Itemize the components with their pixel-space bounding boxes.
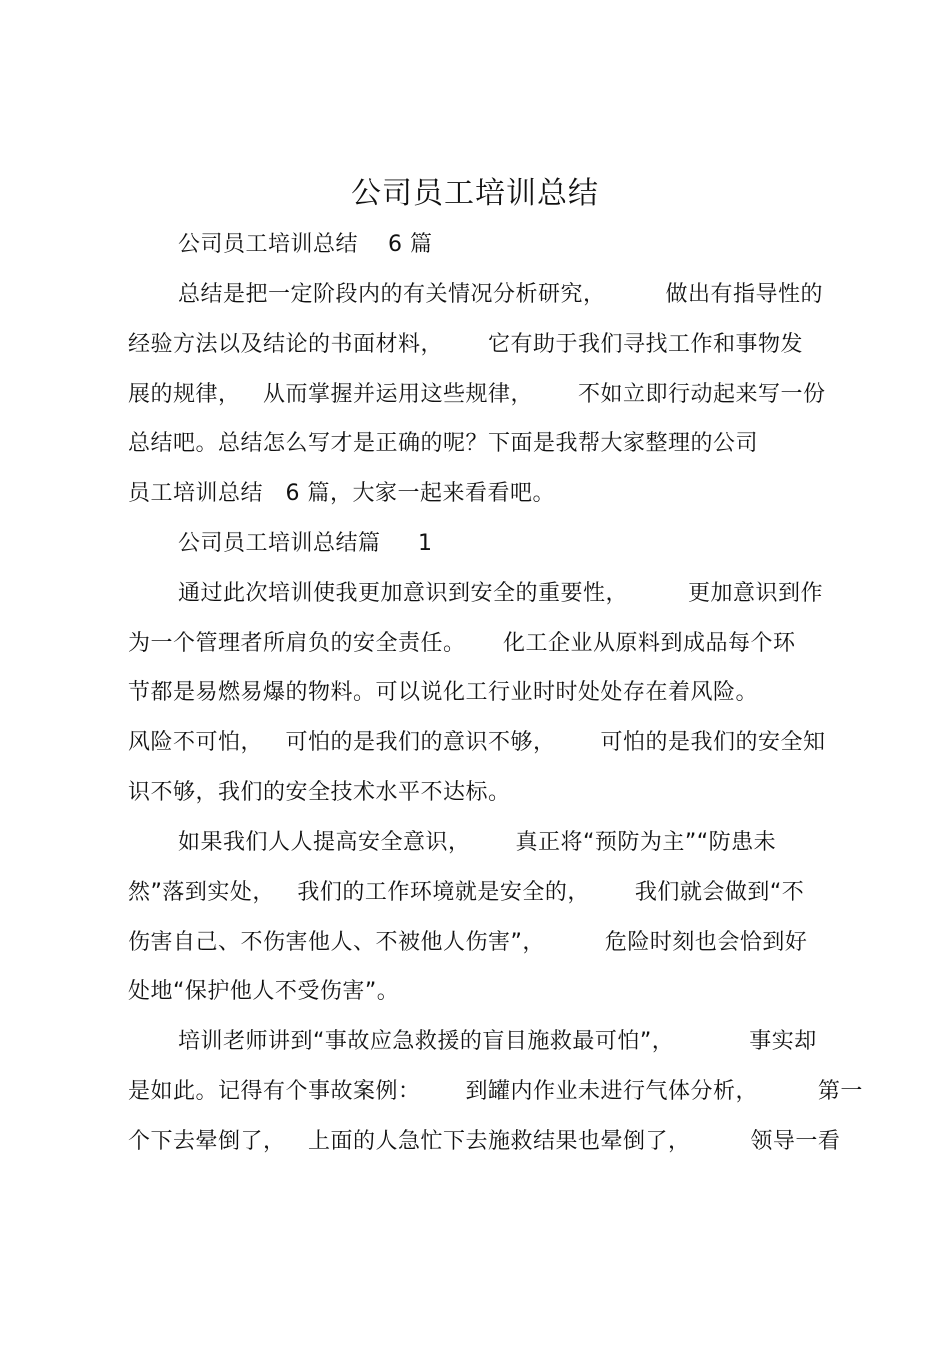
paragraph-line: 总结是把一定阶段内的有关情况分析研究， 做出有指导性的 [178, 282, 823, 307]
paragraph-line: 识不够，我们的安全技术水平不达标。 [128, 780, 511, 805]
subtitle-line: 公司员工培训总结 6 篇 [178, 232, 433, 257]
paragraph-line: 为一个管理者所肩负的安全责任。 化工企业从原料到成品每个环 [128, 631, 796, 656]
paragraph-line: 伤害自己、不伤害他人、不被他人伤害”， 危险时刻也会恰到好 [128, 930, 808, 955]
paragraph-line: 展的规律， 从而掌握并运用这些规律， 不如立即行动起来写一份 [128, 382, 826, 407]
paragraph-line: 然”落到实处， 我们的工作环境就是安全的， 我们就会做到“不 [128, 880, 805, 905]
document-title: 公司员工培训总结 [351, 176, 599, 211]
section-heading: 公司员工培训总结篇 1 [178, 531, 433, 556]
paragraph-line: 培训老师讲到“事故应急救援的盲目施救最可怕”， 事实却 [178, 1029, 817, 1054]
paragraph-line: 节都是易燃易爆的物料。可以说化工行业时时处处存在着风险。 [128, 680, 759, 705]
paragraph-line: 处地“保护他人不受伤害”。 [128, 979, 400, 1004]
paragraph-line: 通过此次培训使我更加意识到安全的重要性， 更加意识到作 [178, 581, 823, 606]
paragraph-line: 经验方法以及结论的书面材料， 它有助于我们寻找工作和事物发 [128, 332, 803, 357]
paragraph-line: 风险不可怕， 可怕的是我们的意识不够， 可怕的是我们的安全知 [128, 730, 826, 755]
paragraph-line: 是如此。记得有个事故案例： 到罐内作业未进行气体分析， 第一 [128, 1079, 863, 1104]
paragraph-line: 如果我们人人提高安全意识， 真正将“预防为主”“防患未 [178, 830, 777, 855]
paragraph-line: 员工培训总结 6 篇，大家一起来看看吧。 [128, 481, 555, 506]
paragraph-line: 个下去晕倒了， 上面的人急忙下去施救结果也晕倒了， 领导一看 [128, 1129, 841, 1154]
paragraph-line: 总结吧。总结怎么写才是正确的呢？下面是我帮大家整理的公司 [128, 431, 759, 456]
